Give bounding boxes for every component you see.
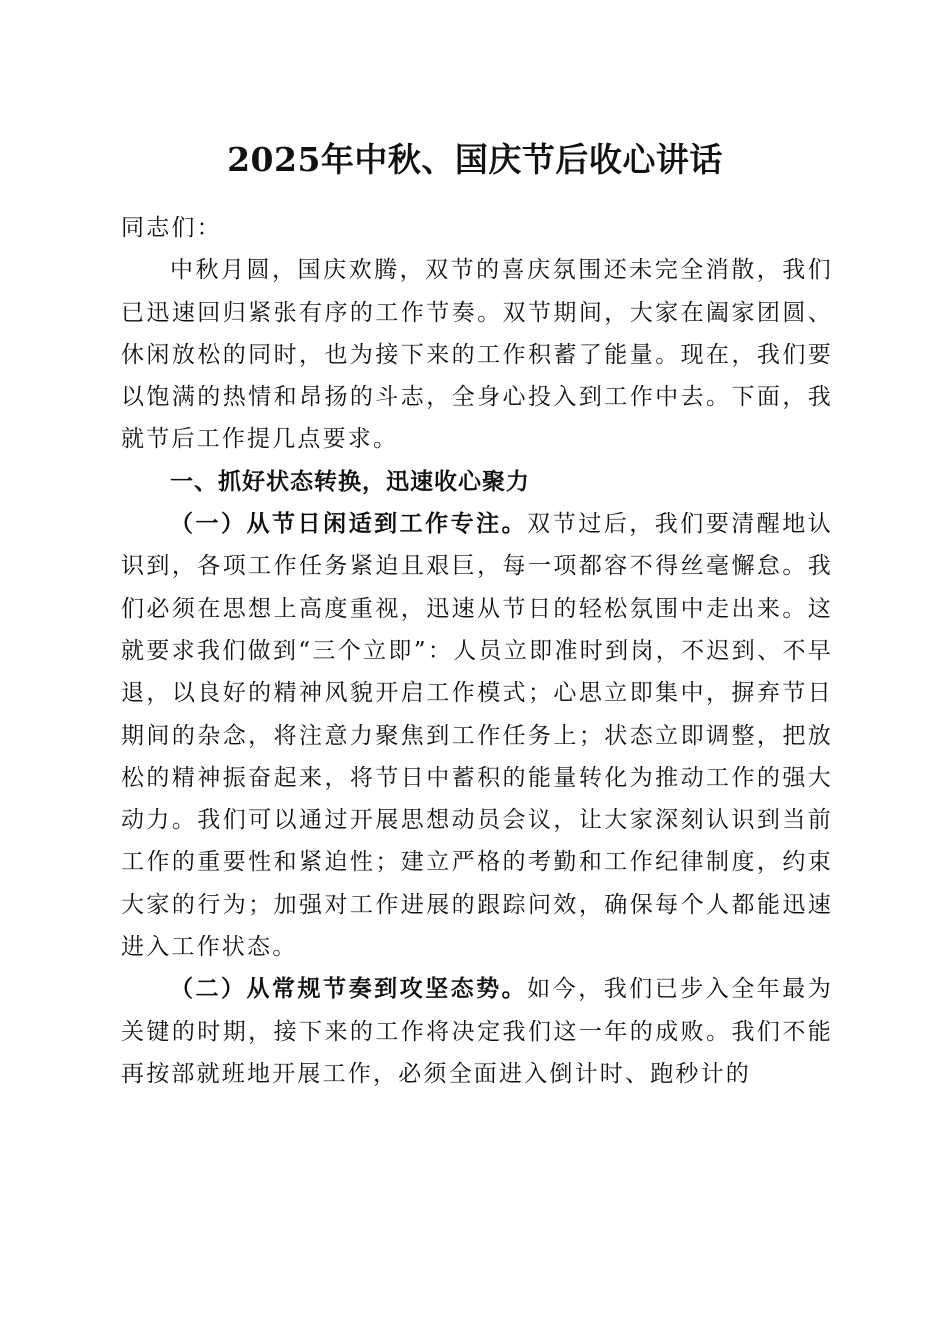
subsection-text: 双节过后，我们要清醒地认识到，各项工作任务紧迫且艰巨，每一项都容不得丝毫懈怠。我们必须在思想上高度重视，迅速从节日的轻松氛围中走出来。这就要求我们做到“三个立即”：人员立即准时到岗，不迟到、不早退，以良好的精神风貌开启工作模式；心思立即集中，摒弃节日期间的杂念，将注意力聚焦到工作任务上；状态立即调整，把放松的精神振奋起来，将节日中蓄积的能量转化为推动工作的强大动力。我们可以通过开展思想动员会议，让大家深刻认识到当前工作的重要性和紧迫性；建立严格的考勤和工作纪律制度，约束大家的行为；加强对工作进展的跟踪问效，确保每个人都能迅速进入工作状态。 <box>121 511 833 961</box>
subsection-title: （二）从常规节奏到攻坚态势。 <box>170 975 528 1003</box>
page-title: 2025年中秋、国庆节后收心讲话 <box>227 140 723 179</box>
section-heading: 一、抓好状态转换，迅速收心聚力 <box>170 468 530 495</box>
subsection-paragraph <box>121 503 833 968</box>
subsection-text: 如今，我们已步入全年最为关键的时期，接下来的工作将决定我们这一年的成败。我们不能再按部就班地开展工作，必须全面进入倒计时、跑秒计的 <box>121 976 833 1087</box>
intro-paragraph: 中秋月圆，国庆欢腾，双节的喜庆氛围还未完全消散，我们已迅速回归紧张有序的工作节奏。双节期间，大家在阖家团圆、休闲放松的同时，也为接下来的工作积蓄了能量。现在，我们要以饱满的热情和昂扬的斗志，全身心投入到工作中去。下面，我就节后工作提几点要求。 <box>121 257 833 453</box>
subsection-paragraph <box>121 968 833 1095</box>
salutation: 同志们： <box>121 215 222 241</box>
subsection-title: （一）从节日闲适到工作专注。 <box>170 510 528 538</box>
document-body <box>121 207 833 1095</box>
